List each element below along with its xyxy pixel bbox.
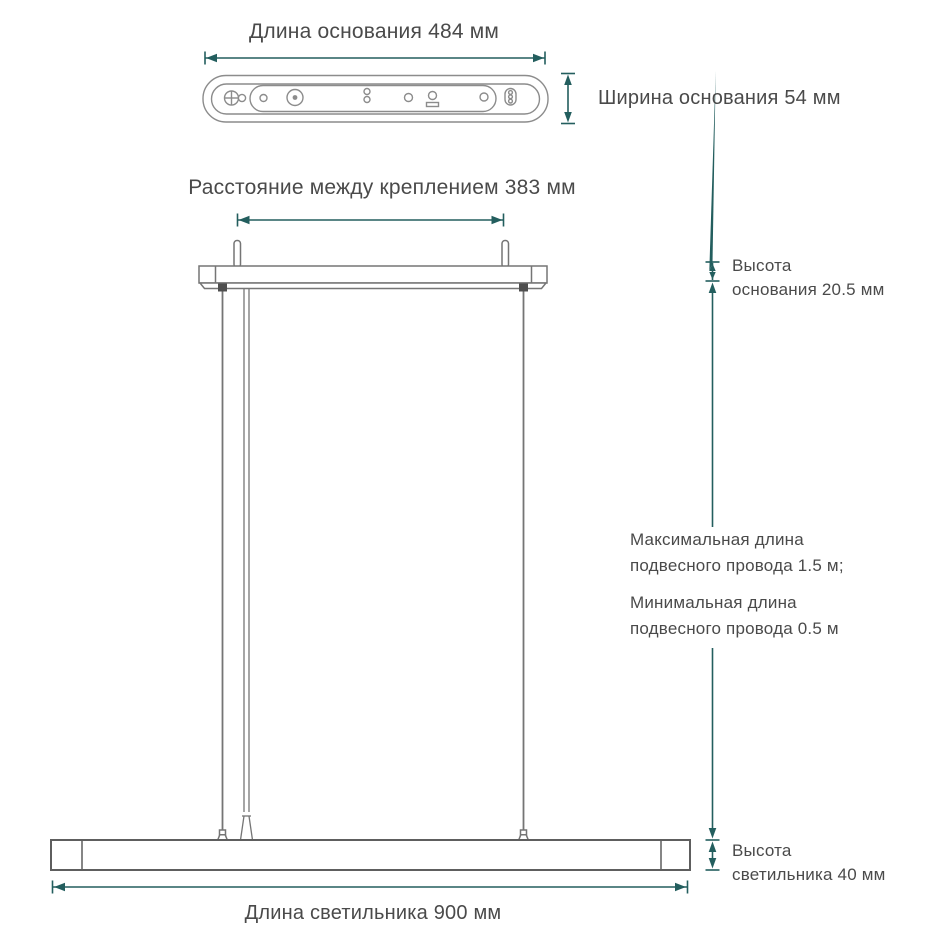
- lamp-height-label: [732, 839, 886, 887]
- base-plate-top-view: [203, 76, 548, 123]
- wire-max-line2: подвесного провода 1.5 м;: [630, 556, 844, 575]
- base-height-label-line1: Высота: [732, 256, 792, 275]
- wire-grip-right: [519, 284, 528, 292]
- base-height-label: [732, 254, 885, 302]
- wire-min-line1: Минимальная длина: [630, 593, 797, 612]
- base-width-label: Ширина основания 54 мм: [598, 87, 841, 109]
- lamp-length-label: Длина светильника 900 мм: [244, 902, 502, 924]
- mount-spacing-dimension-arrow: [238, 214, 504, 227]
- mount-pin-right: [502, 241, 509, 268]
- lamp-length-dimension-arrow: [53, 881, 688, 894]
- lamp-bar-side-view: [51, 840, 690, 870]
- lamp-height-label-line1: Высота: [732, 841, 792, 860]
- base-height-label-line2: основания 20.5 мм: [732, 280, 885, 299]
- mount-spacing-label: Расстояние между креплением 383 мм: [188, 176, 576, 199]
- wire-connector-left: [218, 830, 228, 841]
- base-length-dimension-arrow: [205, 52, 545, 65]
- ceiling-base-side-view: [199, 241, 547, 292]
- lamp-height-label-line2: светильника 40 мм: [732, 865, 886, 884]
- mount-pin-left: [234, 241, 241, 268]
- base-width-dimension-arrow: [561, 74, 575, 124]
- wire-connector-right: [519, 830, 529, 841]
- wire-max-line1: Максимальная длина: [630, 530, 804, 549]
- wire-grip-left: [218, 284, 227, 292]
- base-length-label: Длина основания 484 мм: [248, 20, 500, 43]
- wire-min-line2: подвесного провода 0.5 м: [630, 619, 839, 638]
- suspension-wires: [218, 292, 529, 841]
- power-cord: [241, 289, 253, 841]
- wire-length-note: [630, 527, 844, 642]
- height-dimension-column: [706, 71, 720, 870]
